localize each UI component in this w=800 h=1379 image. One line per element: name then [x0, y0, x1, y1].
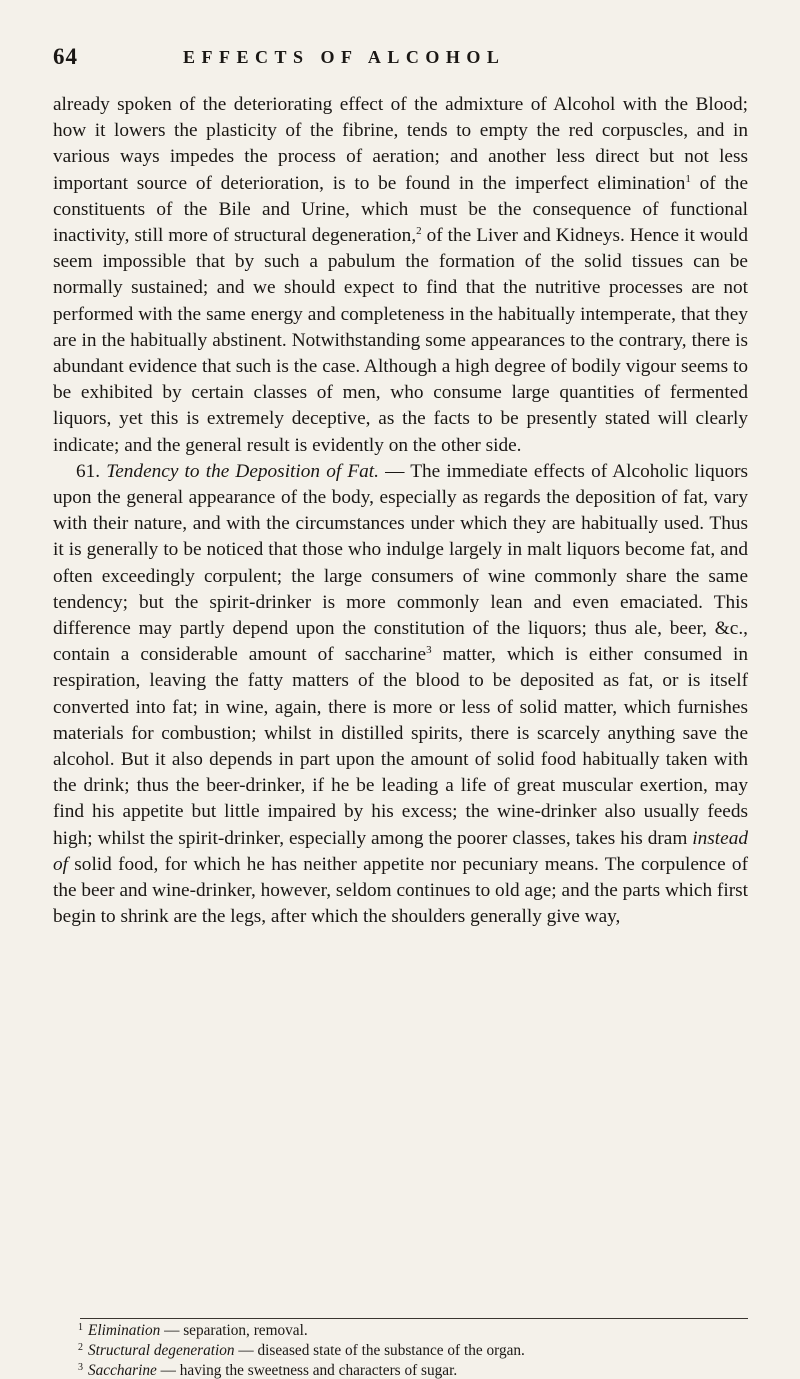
- paragraph-text: already spoken of the deteriorating effect of the admixture of Alcohol with the Blood; how it lowers the plasticity of the fibrine, tends to empty the red corpuscles, and in various ways impedes the process of aeration; and another less direct but not less important source of deterioration, is to be found in the imperfect elimination: [53, 94, 748, 194]
- page-header: [53, 44, 745, 74]
- section-number: 61.: [76, 460, 101, 482]
- paragraph-text: matter, which is either consumed in respiration, leaving the fatty matters of the blood to be deposited as fat, or is itself converted into fat; in wine, again, there is more or less of solid matter, which furnishes materials for combustion; whilst in distilled spirits, there is scarcely anything save the alcohol. But it also depends in part upon the amount of solid food habitually taken with the drink; thus the beer-drinker, if he be leading a life of great muscular exertion, may find his appetite but little impaired by his excess; the wine-drinker also usually feeds high; whilst the spirit-drinker, especially among the poorer classes, takes his dram: [53, 644, 748, 849]
- footnote-definition: — separation, removal.: [160, 1322, 308, 1339]
- paragraph-continued: [53, 92, 748, 459]
- footnote-mark: 1: [78, 1322, 83, 1333]
- section-dash: —: [378, 460, 411, 482]
- emphasis-text: instead of: [53, 827, 748, 875]
- footnote-term: Elimination: [88, 1322, 161, 1339]
- footnote-1: [78, 1319, 748, 1339]
- footnote-ref-2[interactable]: 2: [416, 225, 422, 238]
- section-61: [53, 459, 748, 931]
- footnote-ref-3[interactable]: 3: [426, 644, 432, 657]
- paragraph-text: of the Liver and Kidneys. Hence it would seem impossible that by such a pabulum the formation of the solid tissues can be normally sustained; and we should expect to find that the nutritive processes are not performed with the same energy and completeness in the habitually intemperate, that they are in the habitually abstinent. Notwithstanding some appearances to the contrary, there is abundant evidence that such is the case. Although a high degree of bodily vigour seems to be exhibited by certain classes of men, who consume large quantities of fermented liquors, yet this is extremely deceptive, as the facts to be presently stated will clearly indicate; and the general result is evidently on the other side.: [53, 225, 748, 456]
- footnotes: [78, 1319, 748, 1379]
- footnote-mark: 2: [78, 1342, 83, 1353]
- paragraph-text: of the constituents of the Bile and Urine, which must be the consequence of functional inactivity, still more of structural degeneration,: [53, 172, 749, 247]
- body-text: [53, 92, 748, 931]
- footnote-mark: 3: [78, 1362, 83, 1373]
- paragraph-text: solid food, for which he has neither appetite nor pecuniary means. The corpulence of the beer and wine-drinker, however, seldom continues to old age; and the parts which first begin to shrink are the legs, after which the shoulders generally give way,: [53, 853, 748, 928]
- running-title: EFFECTS OF ALCOHOL: [183, 47, 506, 67]
- page-number: 64: [53, 44, 78, 69]
- footnote-term: Structural degeneration: [88, 1342, 235, 1359]
- paragraph-text: The immediate effects of Alcoholic liquors upon the general appearance of the body, especially as regards the deposition of fat, vary with their nature, and with the circumstances under which they are habitually used. Thus it is generally to be noticed that those who indulge largely in malt liquors become fat, and often exceedingly corpulent; the large consumers of wine commonly share the same tendency; but the spirit-drinker is more commonly lean and even emaciated. This difference may partly depend upon the constitution of the liquors; thus ale, beer, &c., contain a considerable amount of saccharine: [53, 460, 749, 666]
- footnote-term: Saccharine: [88, 1362, 157, 1379]
- footnote-definition: — having the sweetness and characters of sugar.: [156, 1362, 458, 1379]
- footnote-3: [78, 1359, 748, 1379]
- section-title: Tendency to the Deposition of Fat.: [106, 460, 379, 482]
- footnote-definition: — diseased state of the substance of the organ.: [234, 1342, 525, 1359]
- footnote-ref-1[interactable]: 1: [685, 172, 691, 185]
- footnote-2: [78, 1339, 748, 1359]
